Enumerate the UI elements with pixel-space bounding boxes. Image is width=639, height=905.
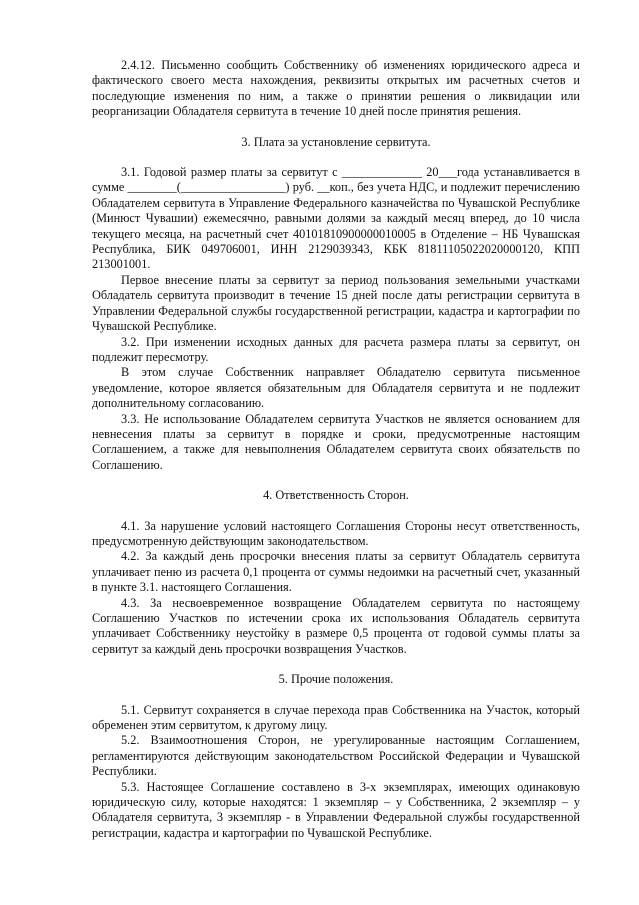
spacer bbox=[92, 120, 580, 135]
clause-4-3: 4.3. За несвоевременное возвращение Обладателем сервитута по настоящему Соглашению Участков по истечении срока их использования Обладатель сервитута уплачивает Собственнику неустойку в размере 0,5 процента от годовой суммы платы за сервитут за каждый день просрочки возвращения Участков. bbox=[92, 595, 580, 656]
clause-5-3: 5.3. Настоящее Соглашение составлено в 3-х экземплярах, имеющих одинаковую юридическую силу, которые находятся: 1 экземпляр – у Собственника, 2 экземпляр – у Обладателя сервитута, 3 экземпляр - в Управлении Федеральной службы государственной регистрации, кадастра и картографии по Чувашской Республике. bbox=[92, 779, 580, 840]
section-5-heading: 5. Прочие положения. bbox=[278, 672, 394, 687]
spacer bbox=[92, 473, 580, 488]
spacer bbox=[92, 688, 580, 703]
clause-5-2: 5.2. Взаимоотношения Сторон, не урегулированные настоящим Соглашением, регламентируются действующим законодательством Российской Федерации и Чувашской Республики. bbox=[92, 733, 580, 779]
document-page bbox=[92, 58, 580, 841]
spacer bbox=[92, 504, 580, 519]
spacer bbox=[92, 150, 580, 165]
clause-4-2: 4.2. За каждый день просрочки внесения платы за сервитут Обладатель сервитута уплачивает пеню из расчета 0,1 процента от суммы недоимки на расчетный счет, указанный в пункте 3.1. настоящего Соглашения. bbox=[92, 549, 580, 595]
clause-2-4-12: 2.4.12. Письменно сообщить Собственнику об изменениях юридического адреса и фактического своего места нахождения, реквизиты открытых им расчетных счетов и последующие изменения по ним, а также о принятии решения о ликвидации или реорганизации Обладателя сервитута в течение 10 дней после принятия решения. bbox=[92, 58, 580, 119]
section-3-heading: 3. Плата за установление сервитута. bbox=[241, 134, 431, 149]
clause-3-3: 3.3. Не использование Обладателем сервитута Участков не является основанием для невнесения платы за сервитут в порядке и сроки, предусмотренные настоящим Соглашением, а также для невыполнения Обладателем сервитута своих обязательств по Соглашению. bbox=[92, 411, 580, 472]
clause-4-1: 4.1. За нарушение условий настоящего Соглашения Стороны несут ответственность, предусмотренную действующим законодательством. bbox=[92, 518, 580, 548]
clause-3-2: 3.2. При изменении исходных данных для расчета размера платы за сервитут, он подлежит пересмотру. bbox=[92, 334, 580, 364]
clause-3-1-first-payment: Первое внесение платы за сервитут за период пользования земельными участками Обладатель сервитута производит в течение 15 дней после даты регистрации сервитута в Управлении Федеральной службы государственной регистрации, кадастра и картографии по Чувашской Республике. bbox=[92, 272, 580, 334]
spacer bbox=[92, 657, 580, 672]
clause-3-1: 3.1. Годовой размер платы за сервитут с _____________ 20___года устанавливается в сумме ________(_________________) руб. __коп., без учета НДС, и подлежит перечислению Обладателем сервитута в Управление Федерального казначейства по Чувашской Республике (Минюст Чувашии) ежемесячно, равными долями за каждый месяц вперед, до 10 числа текущего месяца, на расчетный счет 40101810900000010005 в Отделение – НБ Чувашская Республика, БИК 049706001, ИНН 2129039343, КБК 81811105022020000120, КПП 213001001. bbox=[92, 165, 580, 272]
clause-3-2-notice: В этом случае Собственник направляет Обладателю сервитута письменное уведомление, которое является обязательным для Обладателя сервитута и не подлежит дополнительному согласованию. bbox=[92, 365, 580, 411]
section-4-heading: 4. Ответственность Сторон. bbox=[263, 488, 409, 503]
clause-5-1: 5.1. Сервитут сохраняется в случае перехода прав Собственника на Участок, который обременен этим сервитутом, к другому лицу. bbox=[92, 702, 580, 733]
